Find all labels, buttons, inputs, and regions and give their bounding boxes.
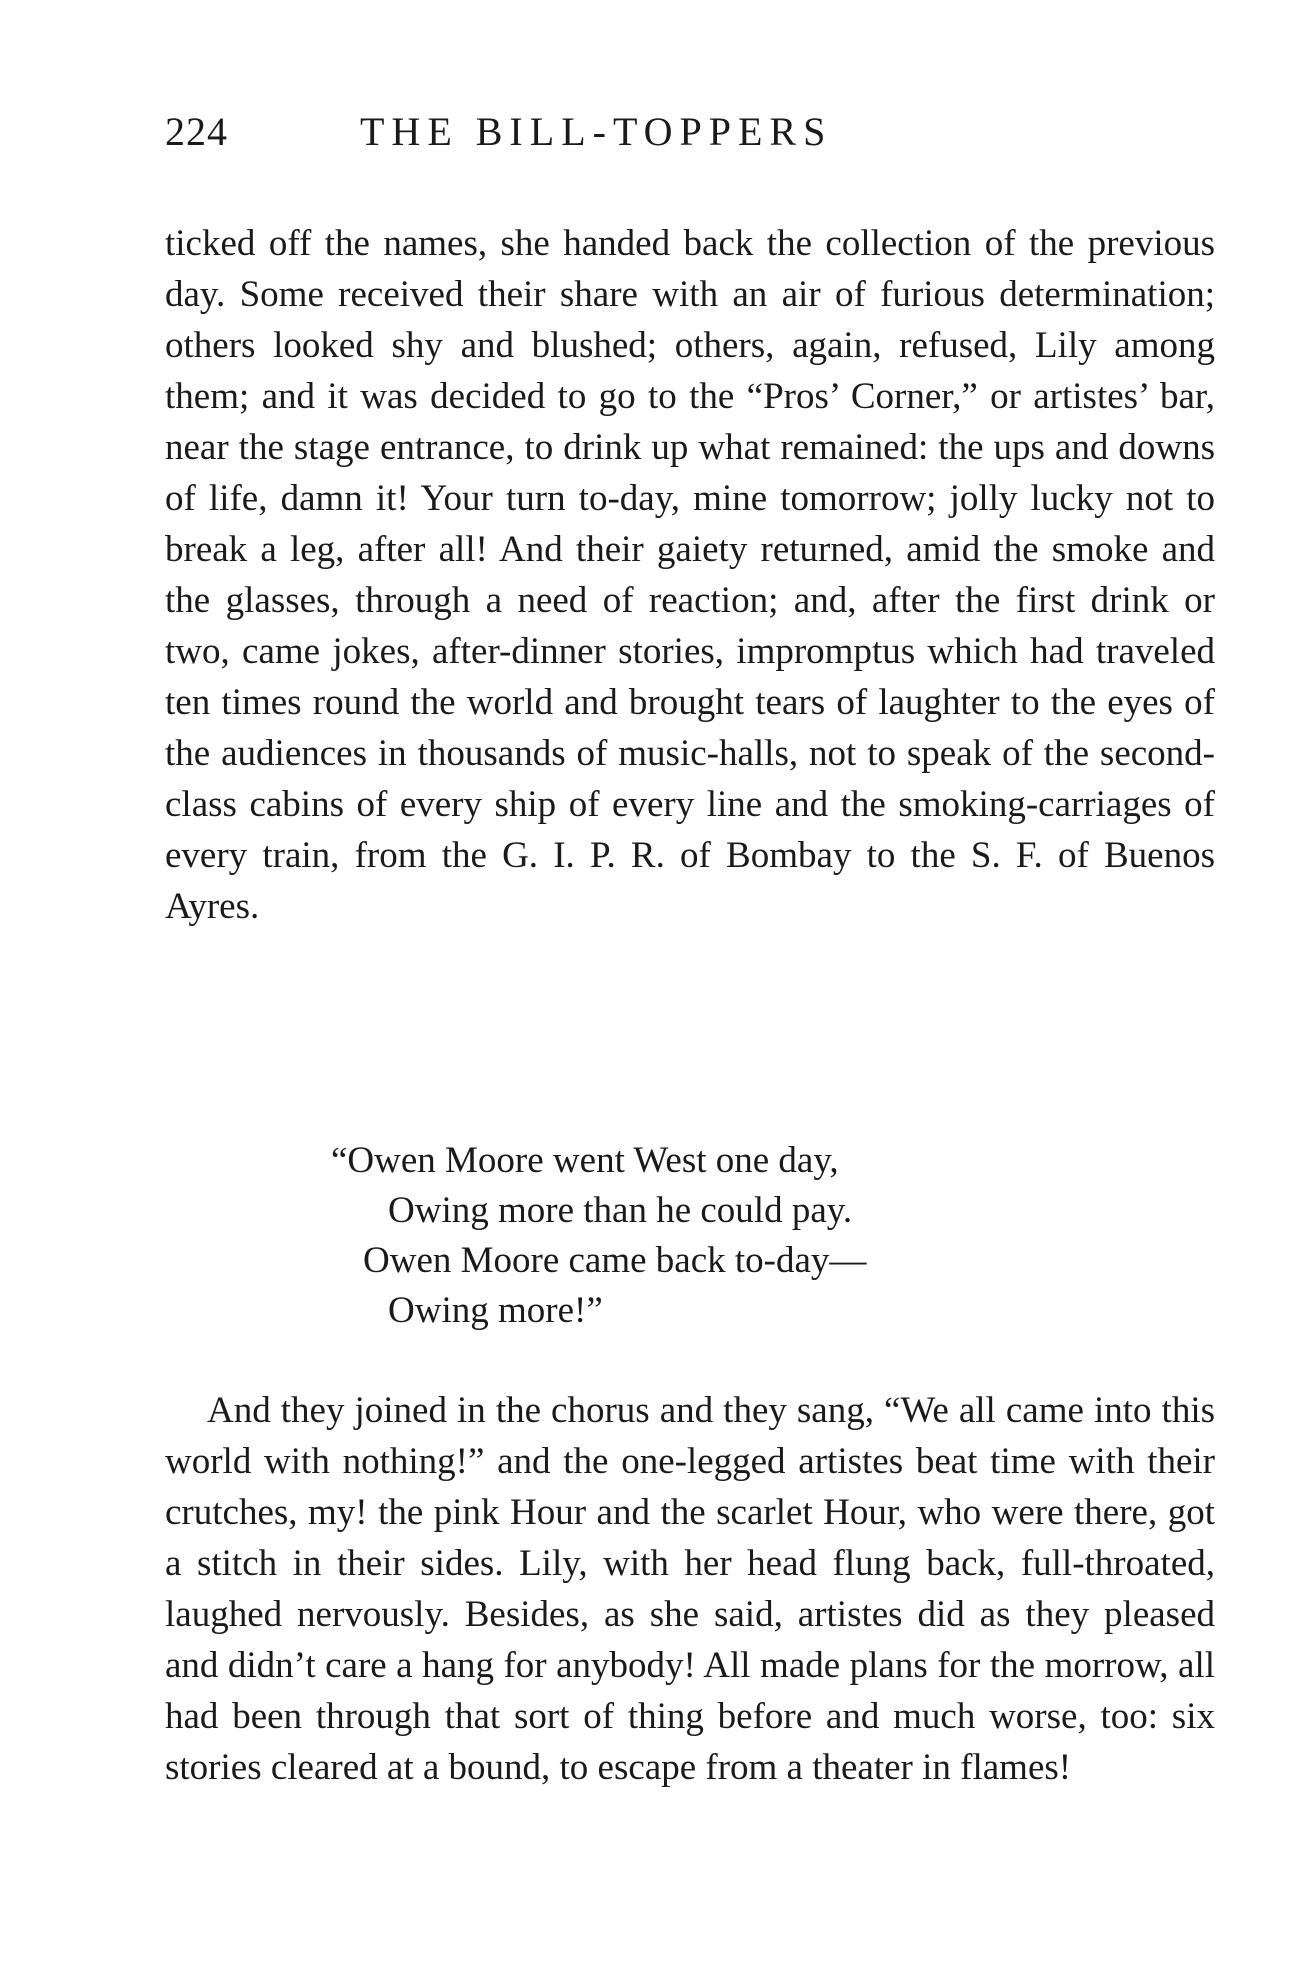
verse-line-2: Owing more than he could pay. xyxy=(388,1190,853,1231)
running-head xyxy=(165,108,1215,168)
page-number: 224 xyxy=(165,109,228,154)
verse-line-4: Owing more!” xyxy=(388,1290,603,1331)
verse-block xyxy=(331,1136,1043,1336)
running-title: THE BILL-TOPPERS xyxy=(360,109,833,154)
paragraph-1: ticked off the names, she handed back the collection of the previous day. Some received their share with an air of furious determination; others looked shy and blushed; others, again, refused, Lily among them; and it was decided to go to the “Pros’ Corner,” or artistes’ bar, near the stage entrance, to drink up what remained: the ups and downs of life, damn it! Your turn to-day, mine tomorrow; jolly lucky not to break a leg, after all! And their gaiety returned, amid the smoke and the glasses, through a need of reaction; and, after the first drink or two, came jokes, after-dinner stories, impromptus which had traveled ten times round the world and brought tears of laughter to the eyes of the audiences in thousands of music-halls, not to speak of the second-class cabins of every ship of every line and the smoking-carriages of every train, from the G. I. P. R. of Bombay to the S. F. of Buenos Ayres. xyxy=(165,223,1215,927)
paragraph-2: And they joined in the chorus and they sang, “We all came into this world with nothing!” and the one-legged artistes beat time with their crutches, my! the pink Hour and the scarlet Hour, who were there, got a stitch in their sides. Lily, with her head flung back, full-throated, laughed nervously. Besides, as she said, artistes did as they pleased and didn’t care a hang for anybody! All made plans for the morrow, all had been through that sort of thing before and much worse, too: six stories cleared at a bound, to escape from a theater in flames! xyxy=(165,1390,1215,1788)
verse-line-3: Owen Moore came back to-day— xyxy=(363,1240,867,1281)
book-page xyxy=(165,0,1215,1988)
verse-line-1: “Owen Moore went West one day, xyxy=(331,1140,839,1181)
